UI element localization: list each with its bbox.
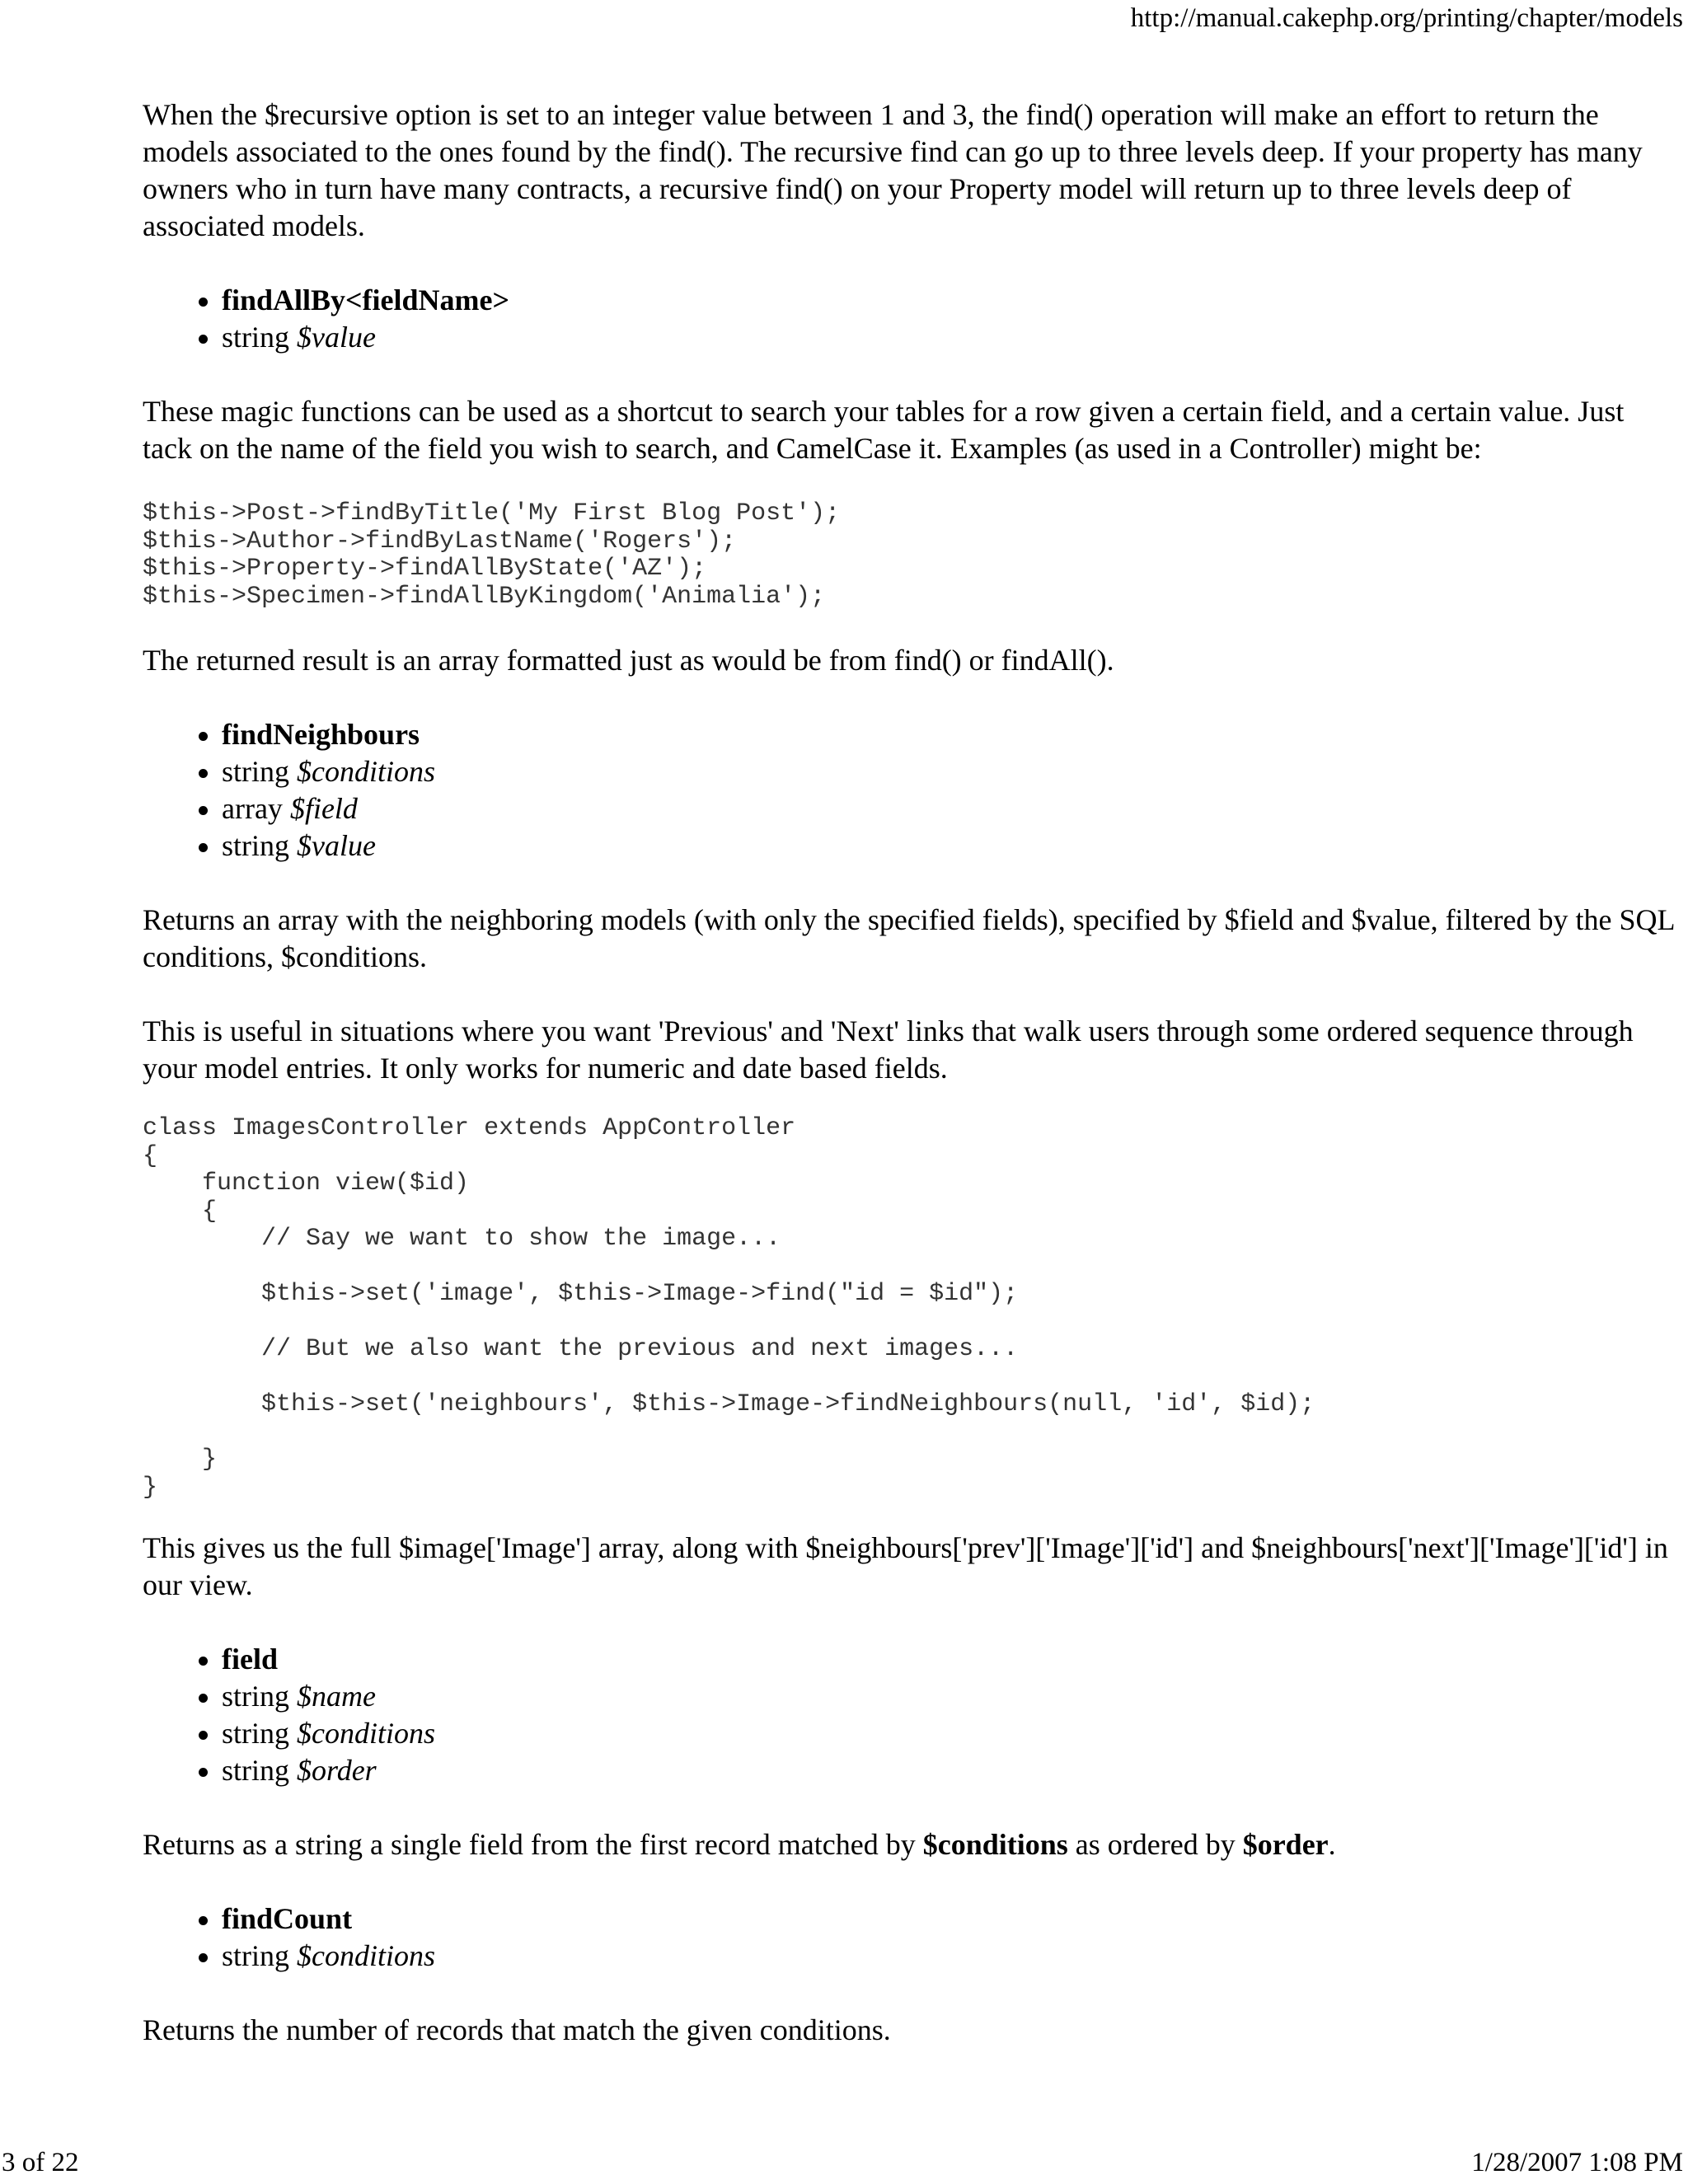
page-number-footer: 3 of 22 (2, 2148, 79, 2177)
findcount-function-name (222, 1900, 1676, 1938)
field-function-name (222, 1641, 1676, 1678)
page-url-header: http://manual.cakephp.org/printing/chapter/models (1130, 3, 1683, 33)
field-returns-order: $order (1242, 1828, 1329, 1861)
findcount-signature-list (143, 1900, 1676, 1975)
field-returns-text-middle: as ordered by (1067, 1828, 1243, 1861)
function-name: findCount (222, 1902, 353, 1935)
param-type: string (222, 1939, 290, 1972)
magic-functions-code-block: $this->Post->findByTitle('My First Blog Post'); $this->Author->findByLastName('Rogers'); $this->Property->findAllByState('AZ'); $this->Specimen->findAllByKingdom('Animalia'); (143, 499, 841, 611)
param-variable: $name (297, 1680, 376, 1713)
count-returns-paragraph: Returns the number of records that match the given conditions. (143, 2013, 891, 2046)
full-image-array-paragraph: This gives us the full $image['Image'] array, along with $neighbours['prev']['Image']['id'] and $neighbours['next']['Image']['id'] in our view. (143, 1531, 1668, 1601)
findneighbours-param-field (222, 790, 1676, 827)
returned-result-paragraph: The returned result is an array formatted just as would be from find() or findAll(). (143, 644, 1114, 677)
field-param-order (222, 1752, 1676, 1789)
param-type: string (222, 1717, 290, 1750)
findneighbours-function-name (222, 716, 1676, 753)
field-signature-list (143, 1641, 1676, 1789)
param-variable: $order (297, 1754, 377, 1787)
recursive-paragraph: When the $recursive option is set to an integer value between 1 and 3, the find() operation will make an effort to return the models associated to the ones found by the find(). The recursive find can go up to three levels deep. If your property has many owners who in turn have many contracts, a recursive find() on your Property model will return up to three levels deep of associated models. (143, 98, 1643, 242)
findallby-function-name (222, 282, 1676, 319)
findneighbours-param-value (222, 827, 1676, 865)
function-name: findNeighbours (222, 718, 420, 751)
field-param-name (222, 1678, 1676, 1715)
param-type: string (222, 321, 290, 354)
findallby-param-value (222, 319, 1676, 356)
param-variable: $field (289, 792, 358, 825)
param-variable: $conditions (297, 1939, 436, 1972)
param-variable: $conditions (297, 1717, 436, 1750)
param-variable: $value (297, 321, 376, 354)
manual-content (143, 96, 1676, 2049)
print-datetime-footer: 1/28/2007 1:08 PM (1471, 2148, 1683, 2177)
param-type: string (222, 1680, 290, 1713)
findneighbours-signature-list (143, 716, 1676, 865)
field-returns-text-before: Returns as a string a single field from the first record matched by (143, 1828, 923, 1861)
useful-situations-paragraph: This is useful in situations where you want 'Previous' and 'Next' links that walk users through some ordered sequence through your model entries. It only works for numeric and date based fields. (143, 1015, 1634, 1085)
param-type: string (222, 829, 290, 862)
function-name: field (222, 1643, 278, 1675)
findneighbours-param-conditions (222, 753, 1676, 790)
neighbours-returns-paragraph: Returns an array with the neighboring models (with only the specified fields), specified by $field and $value, filtered by the SQL conditions, $conditions. (143, 903, 1675, 973)
field-param-conditions (222, 1715, 1676, 1752)
findcount-param-conditions (222, 1938, 1676, 1975)
function-name: findAllBy<fieldName> (222, 284, 510, 316)
field-returns-conditions: $conditions (922, 1828, 1068, 1861)
field-returns-text-after: . (1328, 1828, 1336, 1861)
param-variable: $conditions (297, 755, 436, 788)
magic-functions-paragraph: These magic functions can be used as a shortcut to search your tables for a row given a certain field, and a certain value. Just tack on the name of the field you wish to search, and CamelCase it. Examples (as used in a Controller) might be: (143, 395, 1625, 465)
findallby-signature-list (143, 282, 1676, 356)
param-type: string (222, 755, 290, 788)
param-variable: $value (297, 829, 376, 862)
images-controller-code-block: class ImagesController extends AppController { function view($id) { // Say we want to show the image... $this->set('image', $this->Image->find("id = $id"); // But we also want the previous and next images... $this->set('neighbours', $this->Image->findNeighbours(null, 'id', $id); } } (143, 1114, 1315, 1502)
field-returns-paragraph (143, 1826, 1676, 1863)
param-type: array (222, 792, 283, 825)
param-type: string (222, 1754, 290, 1787)
